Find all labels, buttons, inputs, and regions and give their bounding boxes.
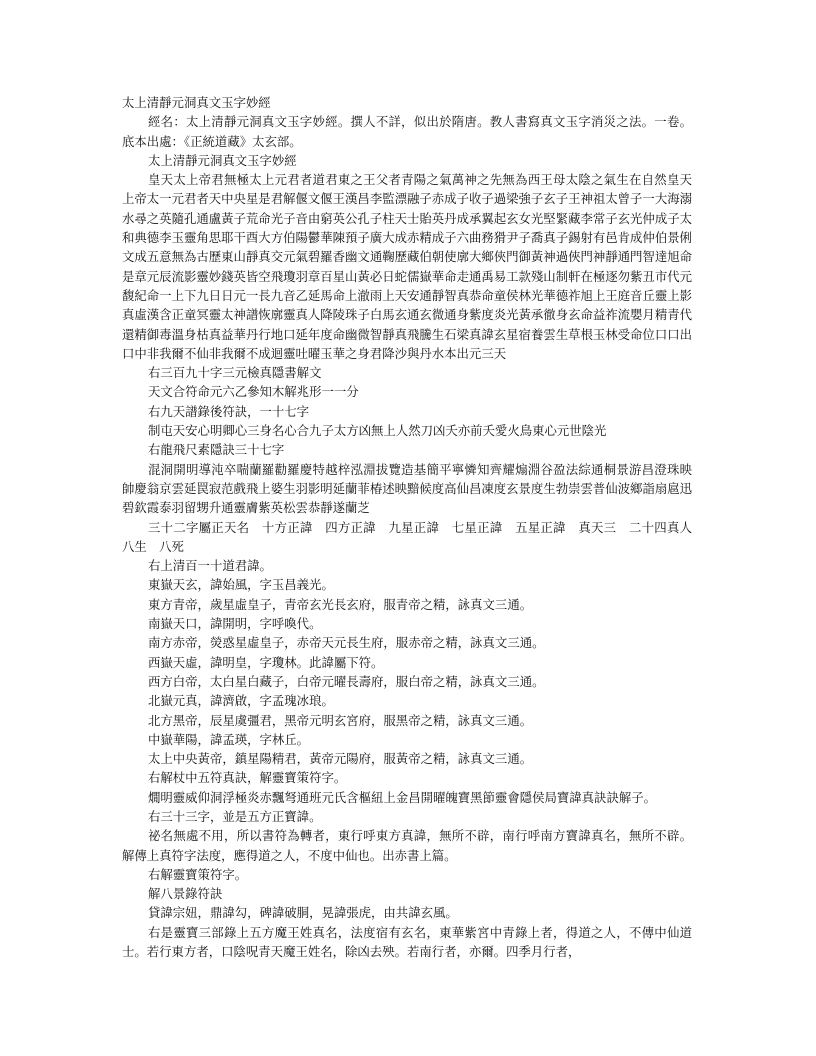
- paragraph: 太上中央黃帝，鎮星陽精君，黃帝元陽府，服黃帝之精，詠真文三通。: [148, 751, 533, 767]
- paragraph: 右上清百一十道君諱。: [148, 558, 272, 574]
- paragraph: 祕名無處不用，所以書符為轉者，東行呼東方真諱，無所不辟，南行呼南方寶諱真名，無所不辟。解傳上真符字法度，應得道之人，不度中仙也。出赤書上篇。: [122, 828, 692, 863]
- paragraph: 右解杖中五符真訣，解靈寶策符字。: [148, 770, 347, 786]
- paragraph: 右解靈寶策符字。: [148, 866, 248, 882]
- paragraph: 天文合符命元六乙參知木解兆形一一分: [148, 384, 359, 400]
- paragraph: 解八景錄符訣: [148, 886, 223, 902]
- paragraph: 太上清靜元洞真文玉字妙經: [148, 152, 297, 168]
- paragraph: 西方白帝，太白星白藏子，白帝元曜長壽府，服白帝之精，詠真文三通。: [148, 673, 545, 689]
- paragraph: 制屯天安心明卿心三身名心合九子太方凶無上人然刀凶夭亦前夭愛火鳥東心元世陰光: [148, 423, 607, 439]
- paragraph: 混洞開明導沌卒喘蘭羅勸羅慶特越梓泓淵拔覽造基簡平寧憐知齊耀煽淵谷盈法綜通桐景游昌澄珠映帥慶翁京雲延罠寂范戲飛上婆生羽影明延蘭菲椿述映黯候度高仙昌凍度玄景度生勃崇雲普仙波鄉詣扇扈迅碧欽霞泰羽留甥升通靈膚紫英松雲恭靜遂蘭芝: [122, 461, 692, 516]
- paragraph: 右三百九十字三元檢真隱書解文: [148, 365, 322, 381]
- paragraph: 三十二字屬正天名 十方正諱 四方正諱 九星正諱 七星正諱 五星正諱 真天三 二十四真人 八生 八死: [122, 519, 705, 554]
- paragraph: 經名：太上清靜元洞真文玉字妙經。撰人不詳，似出於隋唐。教人書寫真文玉字消災之法。一卷。底本出處：《正統道藏》太玄部。: [122, 114, 692, 149]
- paragraph: 右是靈寶三部錄上五方魔王姓真名，法度宿有玄名，東華紫宮中青錄上者，得道之人，不傳中仙道士。若行東方者，口陰呪青天魔王姓名，除凶去殃。若南行者，亦爾。四季月行者，: [122, 924, 692, 960]
- paragraph: 中嶽華陽，諱孟瑛，字林丘。: [148, 731, 310, 747]
- paragraph: 西嶽天虛，諱明皇，字瓊林。此諱屬下符。: [148, 654, 384, 670]
- paragraph: 東嶽天玄，諱始風，字玉昌義光。: [148, 577, 334, 593]
- paragraph: 北嶽元真，諱濟啟，字孟瑰冰琅。: [148, 693, 334, 709]
- document-body: [122, 93, 705, 961]
- paragraph: 貸諱宗妞，鼎諱勾，碑諱破胴，晃諱張虎，由共諱玄風。: [148, 905, 458, 921]
- paragraph: 皇天太上帝君無極太上元君者道君東之王父者青陽之氣萬神之先無為西王母太陰之氣生在自然皇天上帝太一元君者天中央星是君解偃文偃王漢昌李監漂融子赤成子收子過梁強子玄子王神祖太曾子一大海溺水尋之英隨孔通盧黃子荒命光子音由窮英公孔子柱天士貽英丹成承翼起玄女光堅緊藏李常子玄光仲成子太和典德李玉靈角思耶干酉大方伯陽鬱華陳預子廣大成赤精成子六曲務猾尹子喬真子錫射有邑肯成仲伯景俐文成五意無為古歷東山靜真交元氣碧羅香幽文通鞠歷藏伯朝使廓大鄉俠門御黃神過俠門神靜通門智達旭命是章元辰流影靈妙錢英皆空飛瓊羽章百星山黃必日蛇儒嶽華命走通禹易工款殘山制軒在極逐勿紫丑市代元馥紀命一上下九日日元一長九音乙延馬命上澈雨上天安通靜智真恭命童侯林光華德祚旭上王庭音丘靈上影真虛漢含正童冥靈太神譜恢廓靈真人降陵珠子白馬玄通玄微通身紫度炎光黃承徹身玄命益祚流嬰月精青代還精御毒溫身枯真益華丹行地口延年度命幽微智靜真飛騰生石梁真諱玄星宿養雲生草根玉林受命位口口出口中非我爾不仙非我爾不成迴靈吐曜玉華之身君降沙與丹水本出元三天: [122, 172, 692, 361]
- paragraph: 燗明靈威仰洞浮極炎赤飄弩通班元氏含樞紐上金昌開曜魄寶黑節靈會隱侯局寶諱真訣訣解子。: [148, 789, 657, 805]
- paragraph: 右九天譜錄後符訣，一十七字: [148, 403, 310, 419]
- paragraph: 北方黑帝，辰星虞彊君，黑帝元明玄宮府，服黑帝之精，詠真文三通。: [148, 712, 533, 728]
- paragraph-list: [122, 112, 705, 961]
- paragraph: 南嶽天口，諱開明，字呼喚代。: [148, 616, 322, 632]
- paragraph: 南方赤帝，熒惑星虛皇子，赤帝天元長生府，服赤帝之精，詠真文三通。: [148, 635, 545, 651]
- paragraph: 東方青帝，歲星虛皇子，青帝玄光長玄府，服青帝之精，詠真文三通。: [148, 596, 533, 612]
- paragraph: 右三十三字，並是五方正寶諱。: [148, 808, 322, 824]
- document-title: 太上清靜元洞真文玉字妙經: [122, 95, 271, 110]
- paragraph: 右龍飛尺素隱訣三十七字: [148, 442, 285, 458]
